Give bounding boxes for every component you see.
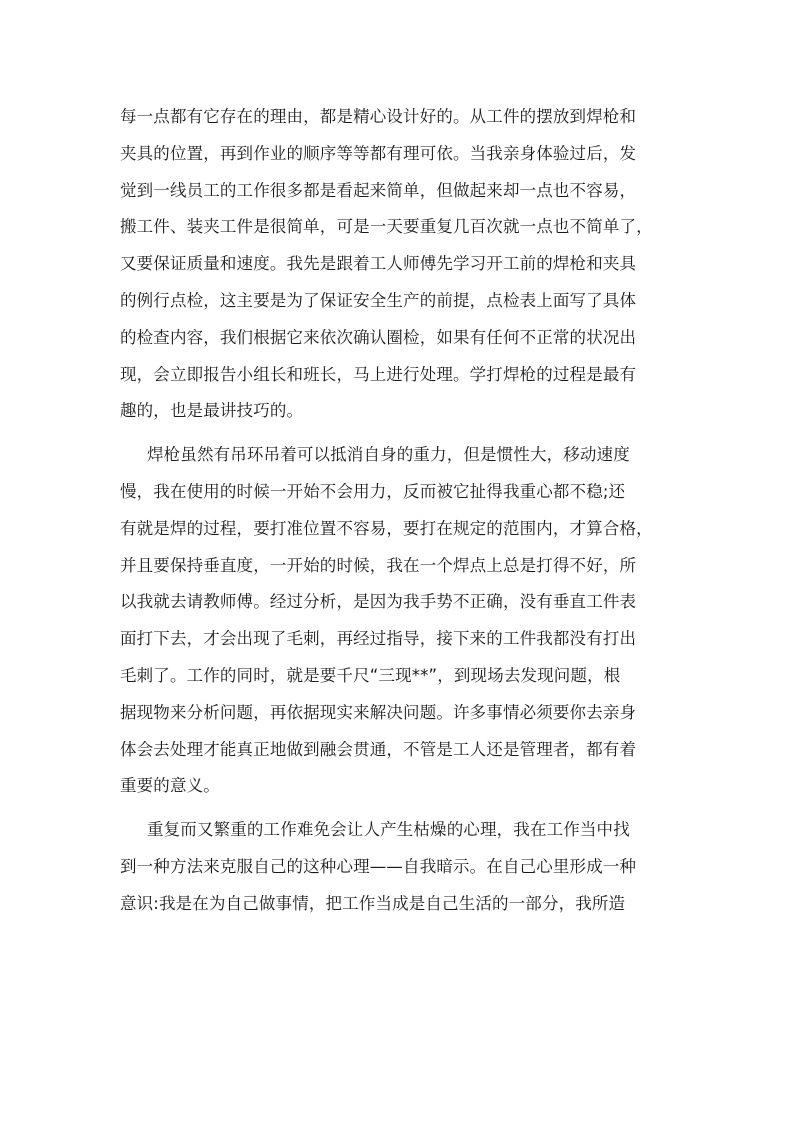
paragraph-spacing [120,805,676,812]
paragraph-spacing [120,430,676,437]
text-line: 趣的，也是最讲技巧的。 [120,401,304,421]
text-line: 的例行点检，这主要是为了保证安全生产的前提，点检表上面写了具体 [120,290,637,310]
paragraph [120,437,676,805]
text-line: 现，会立即报告小组长和班长，马上进行处理。学打焊枪的过程是最有 [120,364,637,384]
text-line: 面打下去，才会出现了毛刺，再经过指导，接下来的工件我都没有打出 [120,629,637,649]
text-line: 焊枪虽然有吊环吊着可以抵消自身的重力，但是惯性大，移动速度 [147,445,630,465]
text-line: 有就是焊的过程，要打准位置不容易，要打在规定的范围内，才算合格， [120,518,653,538]
text-line: 并且要保持垂直度，一开始的时候，我在一个焊点上总是打得不好，所 [120,555,637,575]
text-line: 意识:我是在为自己做事情，把工作当成是自己生活的一部分，我所造 [120,893,626,913]
text-line: 据现物来分析问题，再依据现实来解决问题。许多事情必须要你去亲身 [120,702,637,722]
text-line: 重要的意义。 [120,776,220,796]
paragraph [120,99,676,430]
paragraph [120,812,676,922]
text-line: 体会去处理才能真正地做到融会贯通，不管是工人还是管理者，都有着 [120,739,637,759]
body-text [120,99,676,923]
text-line: 夹具的位置，再到作业的顺序等等都有理可依。当我亲身体验过后，发 [120,143,637,163]
text-line: 每一点都有它存在的理由，都是精心设计好的。从工件的摆放到焊枪和 [120,107,637,126]
text-line: 到一种方法来克服自己的这种心理——自我暗示。在自己心里形成一种 [120,856,637,876]
text-line: 又要保证质量和速度。我先是跟着工人师傅先学习开工前的焊枪和夹具 [120,254,637,274]
text-line: 毛刺了。工作的同时，就是要千尺“三现**”，到现场去发现问题，根 [120,665,621,685]
text-line: 觉到一线员工的工作很多都是看起来简单，但做起来却一点也不容易， [120,180,637,200]
text-line: 重复而又繁重的工作难免会让人产生枯燥的心理，我在工作当中找 [147,820,630,840]
text-line: 慢，我在使用的时候一开始不会用力，反而被它扯得我重心都不稳;还 [120,481,626,501]
text-line: 以我就去请教师傅。经过分析，是因为我手势不正确，没有垂直工件表 [120,592,637,612]
text-line: 的检查内容，我们根据它来依次确认圈检，如果有任何不正常的状况出 [120,327,637,347]
text-line: 搬工件、装夹工件是很简单，可是一天要重复几百次就一点也不简单了， [120,217,653,237]
